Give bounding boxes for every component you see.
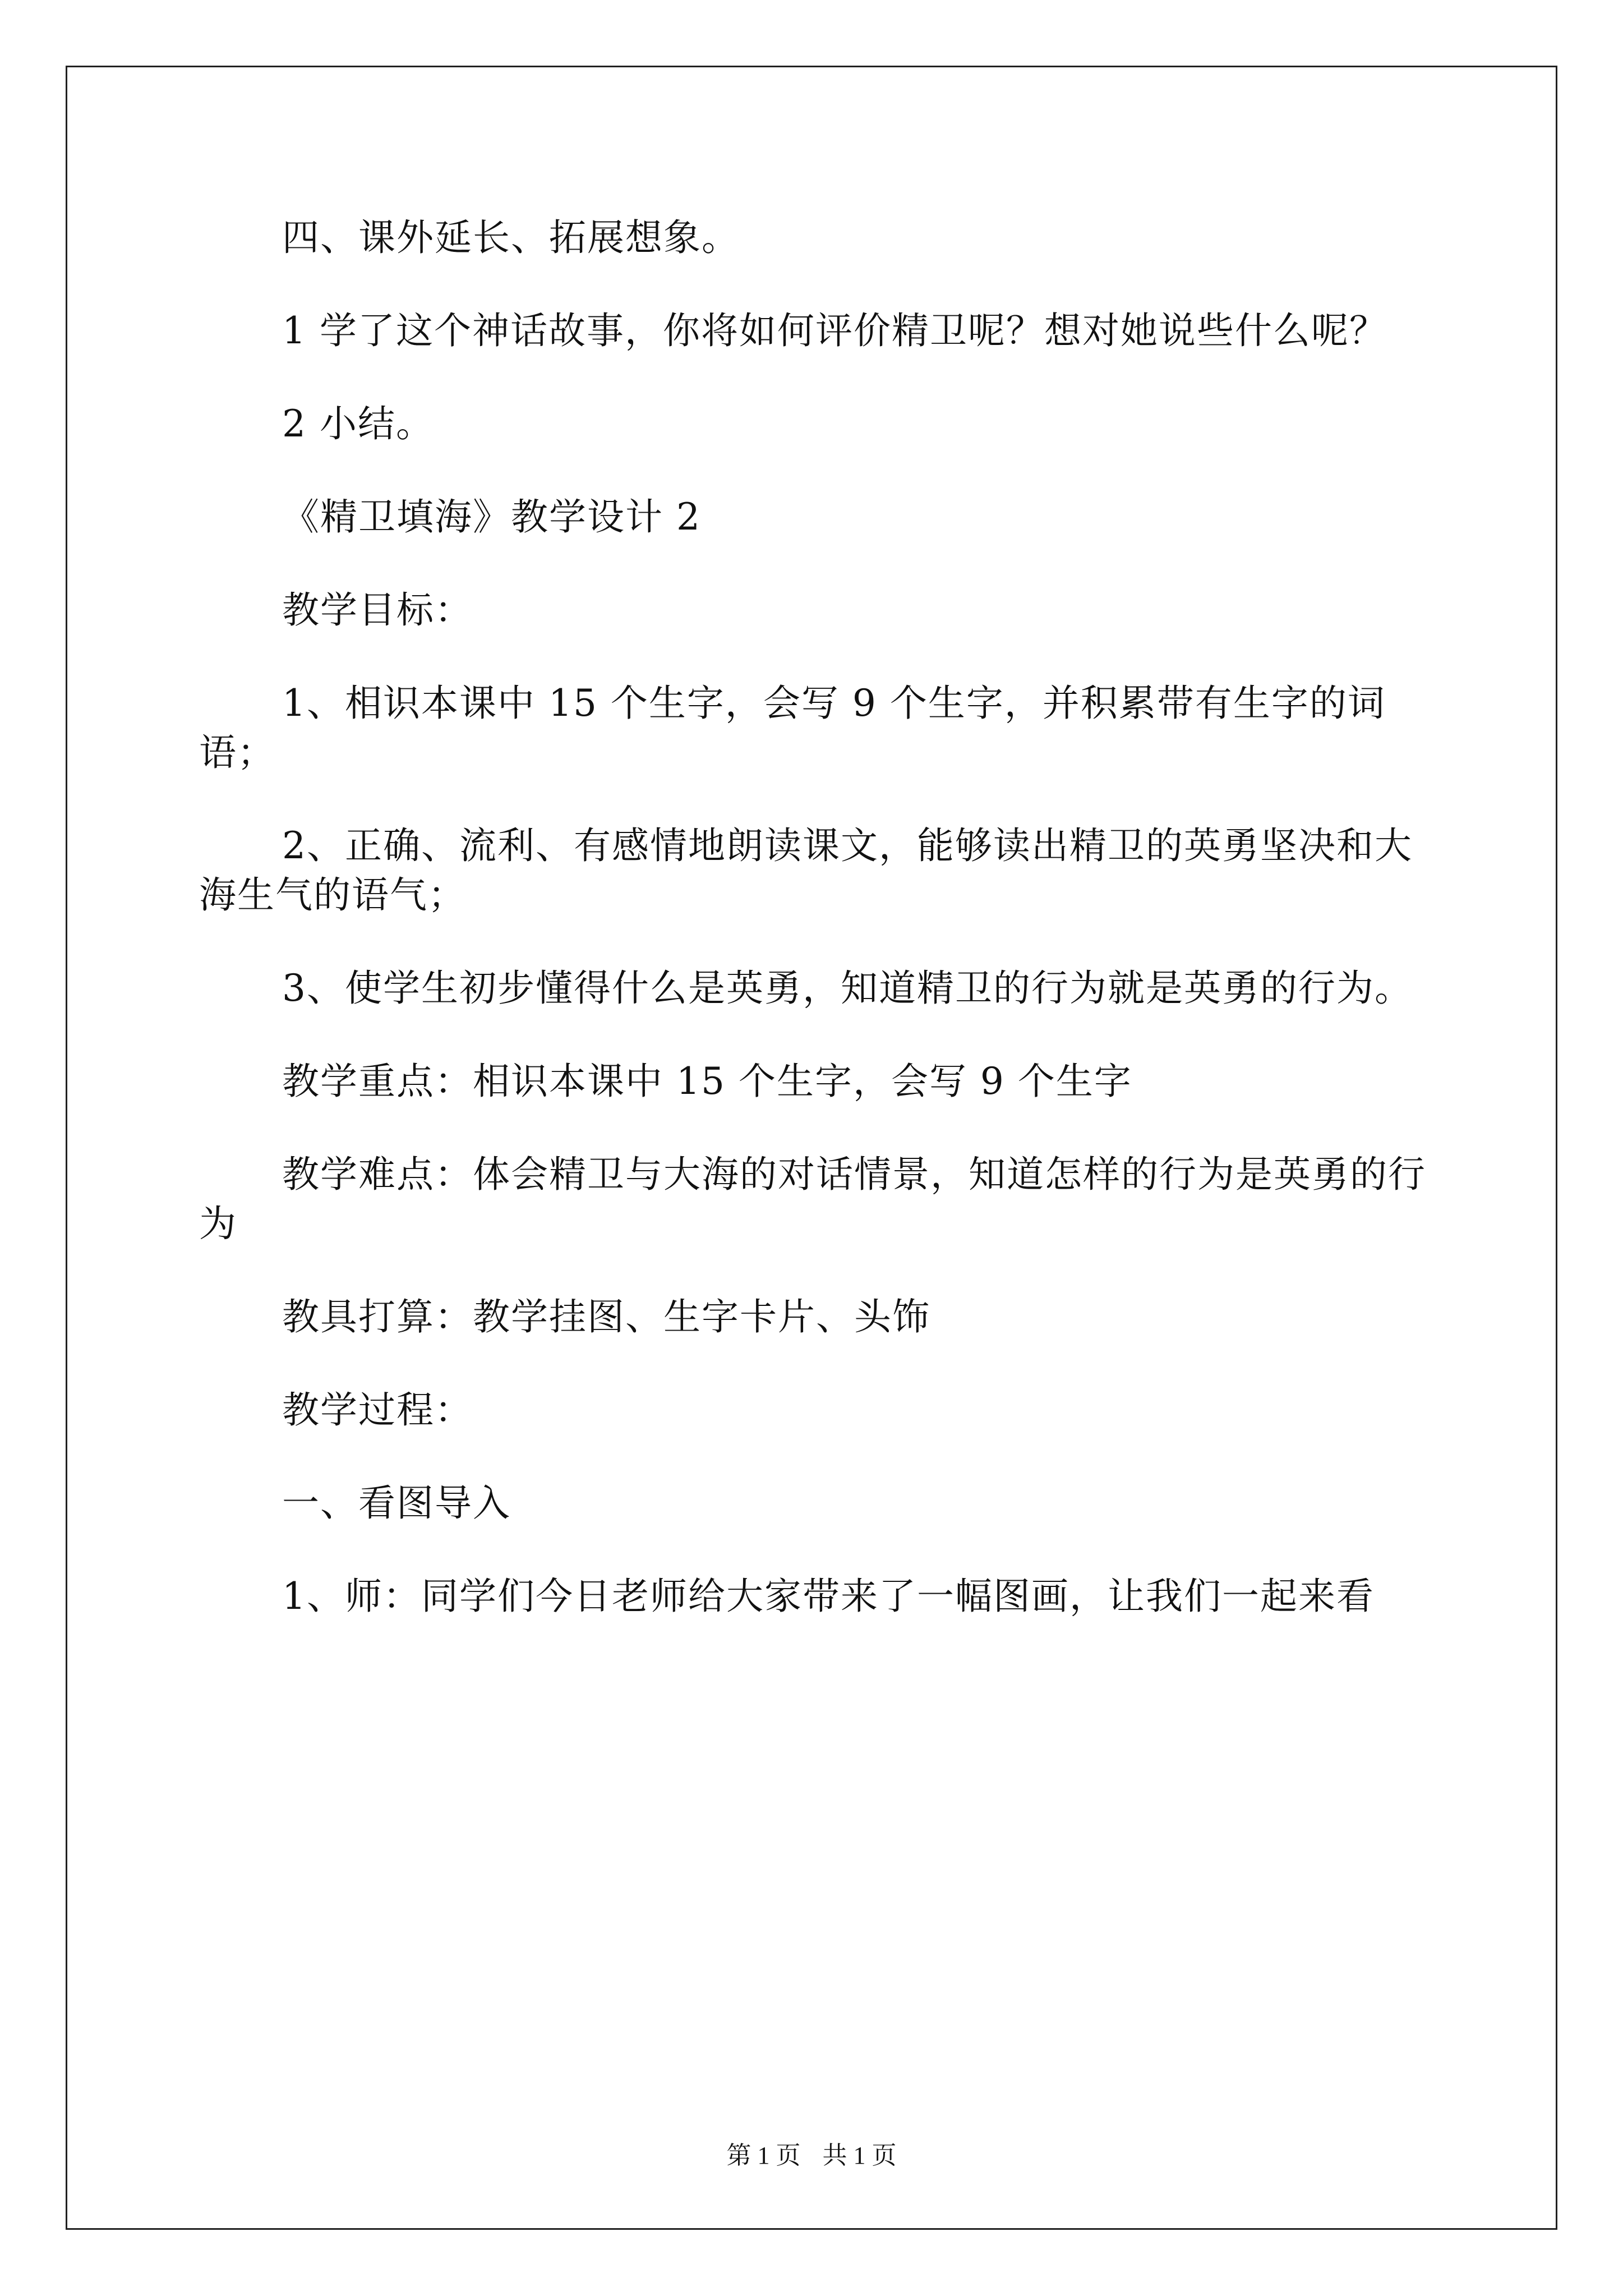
paragraph: 2 小结。 [282, 402, 434, 445]
paragraph: 教具打算：教学挂图、生字卡片、头饰 [282, 1295, 930, 1338]
paragraph: 教学重点：相识本课中 15 个生字，会写 9 个生字 [282, 1060, 1132, 1103]
document-body [199, 213, 1433, 1665]
page-footer [0, 2140, 1623, 2171]
paragraph: 1、师：同学们今日老师给大家带来了一幅图画，让我们一起来看 [282, 1575, 1375, 1618]
paragraph: 一、看图导入 [282, 1481, 511, 1525]
paragraph: 1 学了这个神话故事，你将如何评价精卫呢？想对她说些什么呢？ [282, 309, 1387, 352]
section-heading: 《精卫填海》教学设计 2 [282, 495, 701, 539]
paragraph: 四、课外延长、拓展想象。 [282, 216, 740, 259]
paragraph: 1、相识本课中 15 个生字，会写 9 个生字，并积累带有生字的词语； [199, 682, 1386, 774]
paragraph: 教学过程： [282, 1388, 473, 1432]
paragraph: 教学目标： [282, 588, 473, 632]
paragraph: 教学难点：体会精卫与大海的对话情景，知道怎样的行为是英勇的行为 [199, 1153, 1426, 1245]
paragraph: 3、使学生初步懂得什么是英勇，知道精卫的行为就是英勇的行为。 [282, 967, 1413, 1010]
paragraph: 2、正确、流利、有感情地朗读课文，能够读出精卫的英勇坚决和大海生气的语气； [199, 824, 1413, 917]
page-number: 第 1 页 [726, 2142, 801, 2169]
page-total: 共 1 页 [822, 2142, 897, 2169]
